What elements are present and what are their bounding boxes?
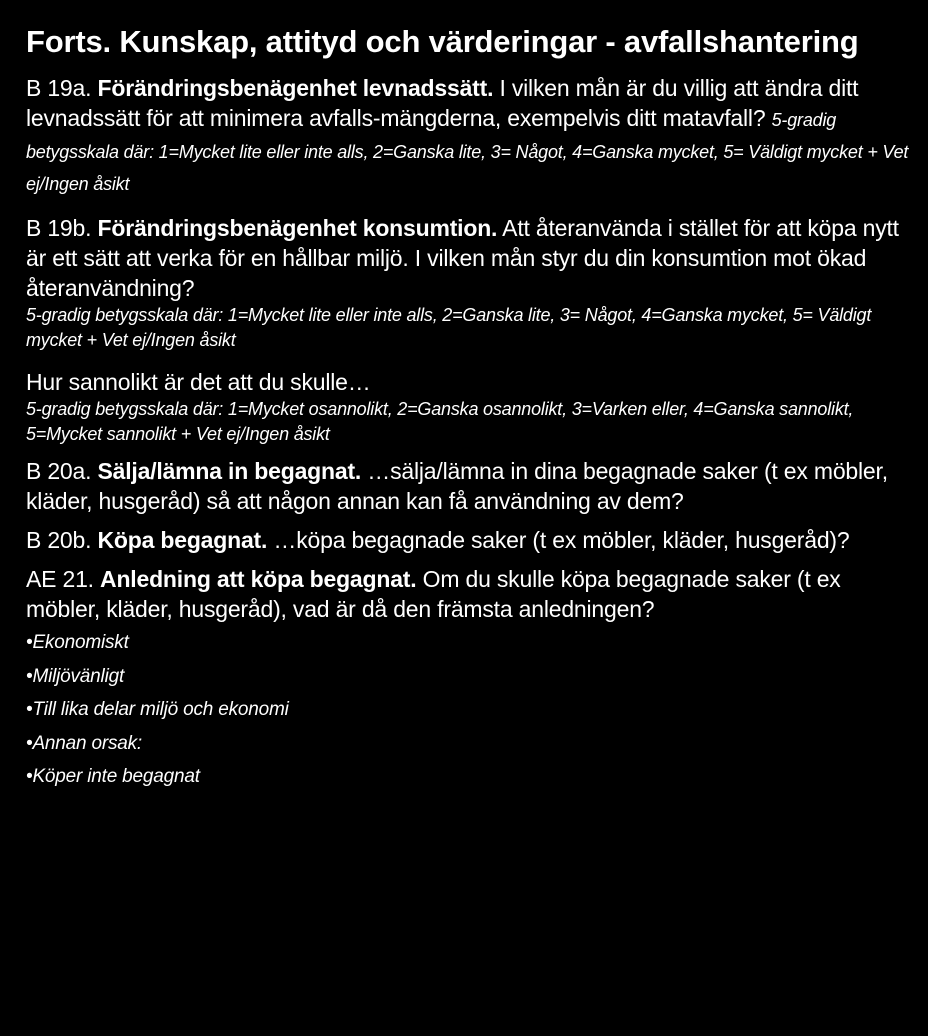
rating-scale: 5-gradig betygsskala där: 1=Mycket lite eller inte alls, 2=Ganska lite, 3= Något, 4=Ganska mycket, 5= Väldigt mycket + Vet ej/Ingen åsikt	[26, 110, 909, 194]
answer-option: •Till lika delar miljö och ekonomi	[26, 699, 289, 720]
question-ae21-text	[26, 564, 916, 624]
likelihood-intro: Hur sannolikt är det att du skulle…	[26, 369, 371, 395]
question-b19a-text	[26, 73, 916, 199]
question-code: AE 21.	[26, 566, 101, 592]
slide-title: Forts. Kunskap, attityd och värderingar - avfallshantering	[26, 24, 859, 59]
question-b19b-text	[26, 213, 916, 303]
question-body: I vilken mån är du villig att ändra ditt levnadssätt för att minimera avfalls-mängderna, exempelvis ditt matavfall?	[26, 75, 859, 131]
rating-scale: 5-gradig betygsskala där: 1=Mycket lite eller inte alls, 2=Ganska lite, 3= Något, 4=Ganska mycket, 5= Väldigt mycket + Vet ej/Ingen åsikt	[26, 305, 872, 350]
question-code: B 20b.	[26, 527, 98, 553]
answer-options	[26, 626, 916, 794]
answer-option: •Köper inte begagnat	[26, 766, 200, 787]
question-body: Att återanvända i stället för att köpa nytt är ett sätt att verka för en hållbar miljö. I vilken mån styr du din konsumtion mot ökad återanvändning?	[26, 215, 899, 301]
question-body: …köpa begagnade saker (t ex möbler, kläder, husgeråd)?	[267, 527, 850, 553]
spacer	[26, 199, 916, 213]
question-body: Om du skulle köpa begagnade saker (t ex möbler, kläder, husgeråd), vad är då den främsta anledningen?	[26, 566, 841, 622]
rating-scale: 5-gradig betygsskala där: 1=Mycket osannolikt, 2=Ganska osannolikt, 3=Varken eller, 4=Ganska sannolikt, 5=Mycket sannolikt + Vet ej/Ingen åsikt	[26, 399, 854, 444]
question-heading: Köpa begagnat.	[97, 527, 268, 553]
spacer	[26, 516, 916, 525]
question-code: B 19b.	[26, 215, 98, 241]
question-heading: Anledning att köpa begagnat.	[100, 566, 417, 592]
answer-option: •Annan orsak:	[26, 732, 143, 754]
slide	[26, 22, 916, 794]
question-code: B 20a.	[26, 458, 98, 484]
question-b20b-text	[26, 525, 916, 555]
question-b20a	[26, 456, 916, 516]
answer-option: •Miljövänligt	[26, 665, 125, 687]
question-b20b	[26, 525, 916, 555]
question-b19a	[26, 73, 916, 199]
spacer	[26, 447, 916, 456]
likelihood-intro-block	[26, 367, 916, 447]
question-heading: Sälja/lämna in begagnat.	[97, 458, 362, 484]
spacer	[26, 555, 916, 564]
question-body: …sälja/lämna in dina begagnade saker (t ex möbler, kläder, husgeråd) så att någon annan kan få användning av dem?	[26, 458, 888, 514]
question-b19b	[26, 213, 916, 353]
question-ae21	[26, 564, 916, 794]
answer-option: •Ekonomiskt	[26, 632, 129, 653]
spacer	[26, 353, 916, 367]
question-heading: Förändringsbenägenhet konsumtion.	[97, 215, 498, 241]
question-b20a-text	[26, 456, 916, 516]
question-code: B 19a.	[26, 75, 98, 101]
question-heading: Förändringsbenägenhet levnadssätt.	[97, 75, 494, 101]
